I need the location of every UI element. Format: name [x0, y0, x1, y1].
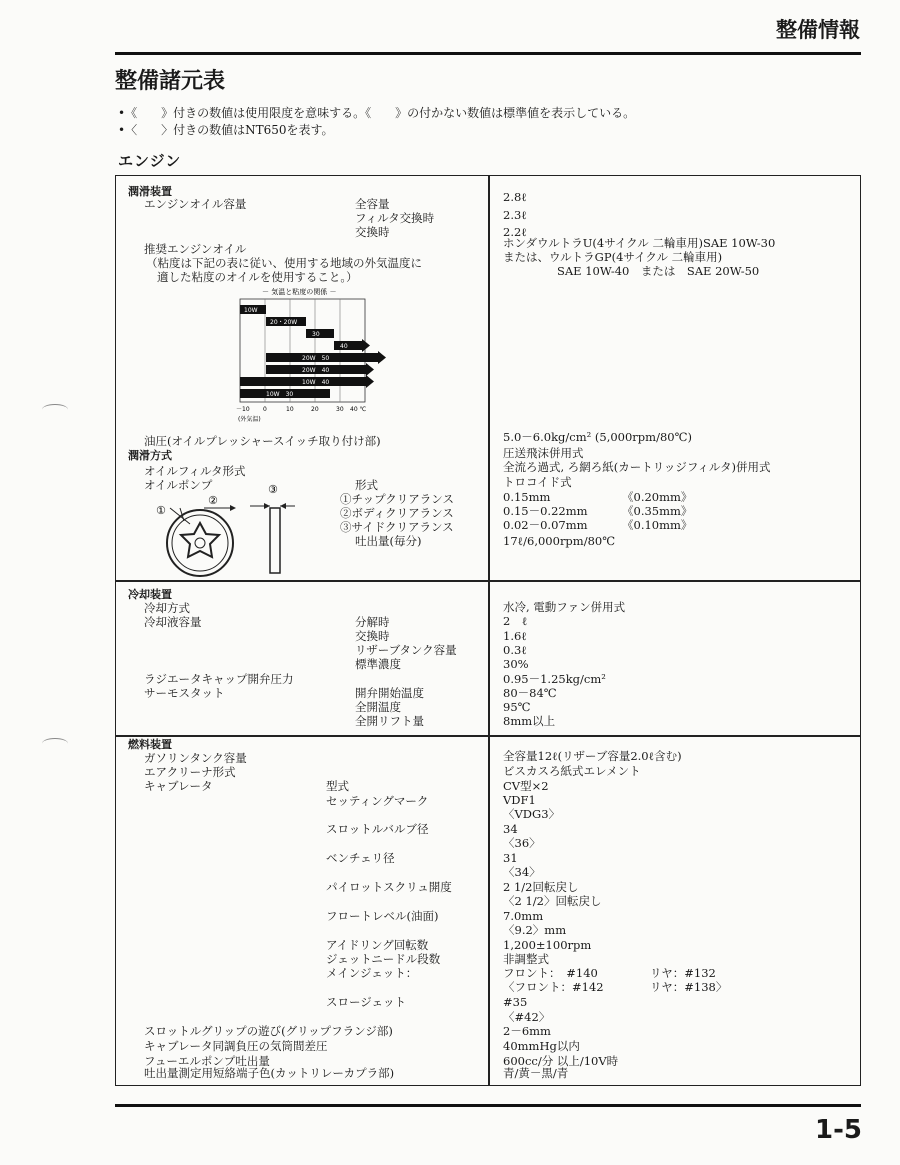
svg-text:40 ℃: 40 ℃ [350, 406, 367, 413]
fuel-grip-val: 2－6mm [503, 1024, 551, 1038]
carb-val: 34 [503, 822, 518, 836]
row-divider [115, 735, 861, 737]
carb-item: スロットルバルブ径 [326, 822, 429, 836]
lub-rec-val: SAE 10W-40 または SAE 20W-50 [557, 264, 760, 278]
fuel-air-val: ビスカスろ紙式エレメント [503, 764, 641, 778]
svg-text:20・20W: 20・20W [270, 319, 298, 326]
carb-val: 〈34〉 [503, 865, 541, 879]
pump-label-1: ① [156, 504, 166, 517]
pump-val: 0.15mm [503, 490, 551, 504]
cool-cap-val: 30% [503, 657, 529, 671]
cool-thermo-item: 全開温度 [355, 700, 401, 714]
fuel-tank-val: 全容量12ℓ(リザーブ容量2.0ℓ含む) [503, 749, 682, 763]
lub-method: 潤滑方式 [128, 449, 172, 462]
carb-item: パイロットスクリュ開度 [326, 880, 452, 894]
svg-text:20W 50: 20W 50 [302, 355, 330, 362]
carb-val: 〈2 1/2〉回転戻し [503, 894, 602, 908]
carb-val: リヤ：#132 [650, 966, 716, 980]
fuel-pumpout: フューエルポンプ吐出量 [144, 1054, 270, 1068]
punch-hole-mark [42, 738, 68, 749]
lub-heading: 潤滑装置 [128, 185, 172, 198]
pump-item: ①チップクリアランス [340, 492, 454, 506]
lub-rec-note: 適した粘度のオイルを使用すること。） [157, 270, 358, 284]
svg-text:30: 30 [336, 406, 344, 413]
lub-capacity: エンジンオイル容量 [144, 197, 247, 211]
note-limit: •《 》付きの数値は使用限度を意味する。《 》の付かない数値は標準値を表示している。 [118, 106, 636, 120]
carb-val: 2 1/2回転戻し [503, 880, 579, 894]
cool-thermo-val: 95℃ [503, 700, 531, 714]
carb-item: ベンチェリ径 [326, 851, 395, 865]
header-title: 整備情報 [776, 18, 860, 42]
fuel-heading: 燃料装置 [128, 738, 172, 751]
svg-text:20W 40: 20W 40 [302, 367, 330, 374]
pump-limit: 《0.10mm》 [622, 518, 693, 532]
punch-hole-mark [42, 404, 68, 415]
chart-title: － 気温と粘度の関係 － [262, 288, 337, 296]
lub-pump: オイルポンプ [144, 478, 213, 492]
chart-bar [306, 329, 334, 338]
carb-val: 7.0mm [503, 909, 544, 923]
cool-cap-item: 標準濃度 [355, 657, 401, 671]
cool-cap-val: 0.3ℓ [503, 643, 527, 657]
svg-text:40: 40 [340, 343, 348, 350]
cool-method: 冷却方式 [144, 601, 190, 615]
pump-val: 17ℓ/6,000rpm/80℃ [503, 534, 616, 548]
cool-thermo-val: 8mm以上 [503, 714, 556, 728]
lub-rec-val: または、ウルトラGP(4サイクル 二輪車用) [503, 250, 723, 264]
carb-val: 〈36〉 [503, 836, 541, 850]
lub-cap-item: 交換時 [355, 225, 390, 239]
pump-item: 吐出量(毎分) [355, 534, 422, 548]
cool-thermo-item: 開弁開始温度 [355, 686, 424, 700]
column-divider [488, 175, 490, 1086]
cool-thermo-item: 全開リフト量 [355, 714, 424, 728]
cool-cap-item: リザーブタンク容量 [355, 643, 457, 657]
carb-item: 型式 [326, 779, 349, 793]
lub-cap-val: 2.3ℓ [503, 208, 527, 222]
carb-item: フロートレベル(油面) [326, 909, 439, 923]
cool-method-val: 水冷, 電動ファン併用式 [503, 600, 626, 614]
svg-text:20: 20 [311, 406, 319, 413]
cool-cap-item: 分解時 [355, 615, 390, 629]
pump-val: 0.15－0.22mm [503, 504, 588, 518]
carb-val: CV型×2 [503, 779, 549, 793]
carb-val: リヤ：#138〉 [650, 980, 728, 994]
pump-label-2: ② [208, 494, 218, 507]
svg-text:10W: 10W [244, 307, 258, 314]
lub-cap-item: フィルタ交換時 [355, 211, 435, 225]
lub-method-val: 圧送飛沫併用式 [503, 446, 584, 460]
fuel-carb: キャブレータ [144, 779, 213, 793]
section-title: エンジン [118, 152, 182, 170]
svg-text:10: 10 [286, 406, 294, 413]
svg-text:10W 40: 10W 40 [302, 379, 330, 386]
carb-item: ジェットニードル段数 [326, 952, 441, 966]
pump-item: 形式 [355, 478, 378, 492]
chart-bar [334, 341, 362, 350]
carb-item: メインジェット： [326, 966, 418, 980]
lub-pressure: 油圧(オイルプレッシャースイッチ取り付け部) [144, 434, 381, 448]
carb-item: アイドリング回転数 [326, 938, 429, 952]
pump-limit: 《0.20mm》 [622, 490, 693, 504]
fuel-term: 吐出量測定用短絡端子色(カットリレーカプラ部) [144, 1066, 395, 1080]
fuel-term-val: 青/黄－黒/青 [503, 1066, 569, 1080]
carb-item: セッティングマーク [326, 794, 429, 808]
carb-val: #35 [503, 995, 528, 1009]
lub-cap-val: 2.2ℓ [503, 225, 527, 239]
pump-val: 0.02－0.07mm [503, 518, 588, 532]
lub-filter: オイルフィルタ形式 [144, 464, 246, 478]
top-rule [115, 52, 861, 55]
lub-cap-val: 2.8ℓ [503, 190, 527, 204]
carb-val: 非調整式 [503, 952, 549, 966]
lub-filter-val: 全流ろ過式, ろ網ろ紙(カートリッジフィルタ)併用式 [503, 460, 771, 474]
carb-val: 〈#42〉 [503, 1010, 551, 1024]
fuel-vac: キャブレータ同調負圧の気筒間差圧 [144, 1039, 328, 1053]
oil-pump-diagram [150, 478, 300, 578]
carb-val: 〈9.2〉mm [503, 923, 567, 937]
viscosity-chart [230, 284, 400, 429]
svg-text:30: 30 [312, 331, 320, 338]
pump-item: ③サイドクリアランス [340, 520, 454, 534]
lub-rec: 推奨エンジンオイル [144, 242, 247, 256]
lub-rec-note: （粘度は下記の表に従い、使用する地域の外気温度に [146, 256, 422, 270]
lub-cap-item: 全容量 [355, 197, 390, 211]
page-number: 1-5 [815, 1115, 862, 1145]
pump-limit: 《0.35mm》 [622, 504, 693, 518]
carb-val: 〈VDG3〉 [503, 807, 561, 821]
fuel-grip: スロットルグリップの遊び(グリップフランジ部) [144, 1024, 393, 1038]
carb-val: 31 [503, 851, 518, 865]
pump-val: トロコイド式 [503, 475, 572, 489]
carb-item: スロージェット [326, 995, 407, 1009]
svg-text:10W 30: 10W 30 [266, 391, 294, 398]
row-divider [115, 580, 861, 582]
cool-thermo: サーモスタット [144, 686, 225, 700]
svg-text:(外気温): (外気温) [238, 416, 261, 423]
lub-pressure-val: 5.0－6.0kg/cm² (5,000rpm/80℃) [503, 430, 692, 444]
cool-cap-press-val: 0.95－1.25kg/cm² [503, 672, 606, 686]
fuel-vac-val: 40mmHg以内 [503, 1039, 580, 1053]
fuel-air: エアクリーナ形式 [144, 765, 236, 779]
lub-rec-val: ホンダウルトラU(4サイクル 二輪車用)SAE 10W-30 [503, 236, 776, 250]
page-title: 整備諸元表 [115, 69, 226, 94]
cool-thermo-val: 80－84℃ [503, 686, 557, 700]
cool-cap-press: ラジエータキャップ開弁圧力 [144, 672, 294, 686]
carb-val: 〈フロント：#142 [503, 980, 604, 994]
carb-val: フロント： #140 [503, 966, 598, 980]
fuel-pumpout-val: 600cc/分 以上/10V時 [503, 1054, 619, 1068]
note-nt650: •〈 〉付きの数値はNT650を表す。 [118, 123, 334, 137]
cool-cap-item: 交換時 [355, 629, 390, 643]
carb-val: 1,200±100rpm [503, 938, 592, 952]
svg-text:0: 0 [263, 406, 267, 413]
cool-cap-val: 1.6ℓ [503, 629, 527, 643]
pump-label-3: ③ [268, 483, 278, 496]
svg-text:－10: －10 [236, 406, 250, 413]
cool-capacity: 冷却液容量 [144, 615, 202, 629]
bottom-rule [115, 1104, 861, 1107]
cool-cap-val: 2 ℓ [503, 614, 528, 628]
cool-heading: 冷却装置 [128, 588, 172, 601]
fuel-tank: ガソリンタンク容量 [144, 751, 247, 765]
carb-val: VDF1 [503, 793, 536, 807]
pump-item: ②ボディクリアランス [340, 506, 454, 520]
